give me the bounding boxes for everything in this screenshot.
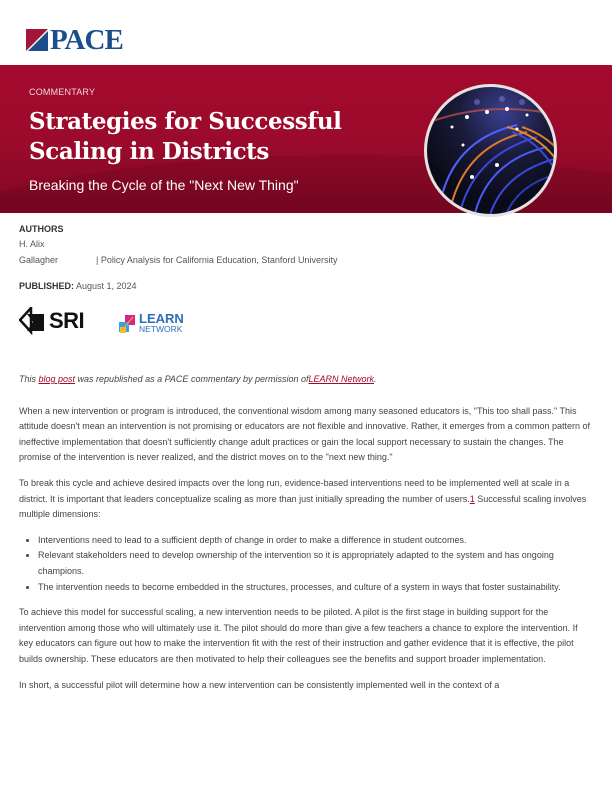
authors-label: AUTHORS <box>19 224 64 234</box>
learn-network-mark-icon <box>118 314 136 334</box>
network-logo-text: NETWORK <box>139 324 183 334</box>
published-label: PUBLISHED: <box>19 281 75 291</box>
page-title: Strategies for Successful Scaling in Districts <box>29 108 342 165</box>
paragraph-1: When a new intervention or program is introduced, the conventional wisdom among many seasoned educators is, "This too shall pass." This attitude doesn't mean an intervention is not promising or educators are not flexible and innovative. Rather, it emerges from a common pattern of ineffective implementation that doesn't sufficiently change adult practices or gain the local support necessary to sustain the changes. The promise of the intervention is never realized, and the district moves on to the "next new thing." <box>19 405 591 463</box>
published-date-value: August 1, 2024 <box>74 281 137 291</box>
footnote-1-link[interactable]: 1 <box>469 493 475 504</box>
paragraph-3: To achieve this model for successful scaling, a new intervention needs to be piloted. A pilot is the first stage in building support for the intervention among those who will ultimately use it. The pilot should do more than give a few teachers a chance to explore the intervention. If key educators can figure out how to make the intervention fit with the rest of their instruction and gather evidence that it is effective, the pilot builds ownership. These educators are then motivated to help their colleagues see the benefits and support broader implementation. <box>19 607 578 664</box>
list-item: • Relevant stakeholders need to develop ownership of the intervention so it is appropriately adapted to the system and has ongoing champions. <box>38 548 594 579</box>
published-date <box>19 281 137 291</box>
learn-logo-text: LEARN <box>139 311 184 326</box>
paragraph-2: To break this cycle and achieve desired impacts over the long run, evidence-based interventions need to be implemented well at scale in a district. It is important that leaders conceptualize scaling as more than just initially spreading the number of users.1 Successful scaling involves multiple dimensions: <box>19 477 587 520</box>
pace-logo-mark-icon <box>26 29 48 51</box>
author-affiliation: | Policy Analysis for California Education, Stanford University <box>96 255 338 265</box>
sri-logo[interactable] <box>19 306 84 336</box>
paragraph-4: In short, a successful pilot will determine how a new intervention can be consistently implemented well in the context of a <box>19 679 500 690</box>
pace-logo[interactable] <box>26 24 123 56</box>
category-label: COMMENTARY <box>29 87 96 97</box>
author-name-last[interactable]: Gallagher <box>19 255 59 265</box>
author-name-first[interactable]: H. Alix <box>19 239 45 249</box>
article-body <box>19 372 594 703</box>
page-subtitle: Breaking the Cycle of the "Next New Thing" <box>29 177 299 193</box>
blog-post-link[interactable]: blog post <box>38 374 76 384</box>
learn-network-link[interactable]: LEARN Network <box>308 374 375 384</box>
hero-image <box>424 84 557 217</box>
sri-logo-text: SRI <box>49 308 85 333</box>
learn-network-logo[interactable] <box>118 311 184 337</box>
republish-note: This blog post was republished as a PACE commentary by permission ofLEARN Network. <box>19 374 377 384</box>
list-item: • The intervention needs to become embedded in the structures, processes, and culture of a system in ways that foster sustainability. <box>38 580 594 596</box>
list-item: • Interventions need to lead to a sufficient depth of change in order to make a difference in student outcomes. <box>38 533 594 549</box>
dimensions-list <box>38 533 594 595</box>
sri-logo-mark-icon <box>19 307 45 335</box>
pace-logo-text: PACE <box>50 24 123 56</box>
